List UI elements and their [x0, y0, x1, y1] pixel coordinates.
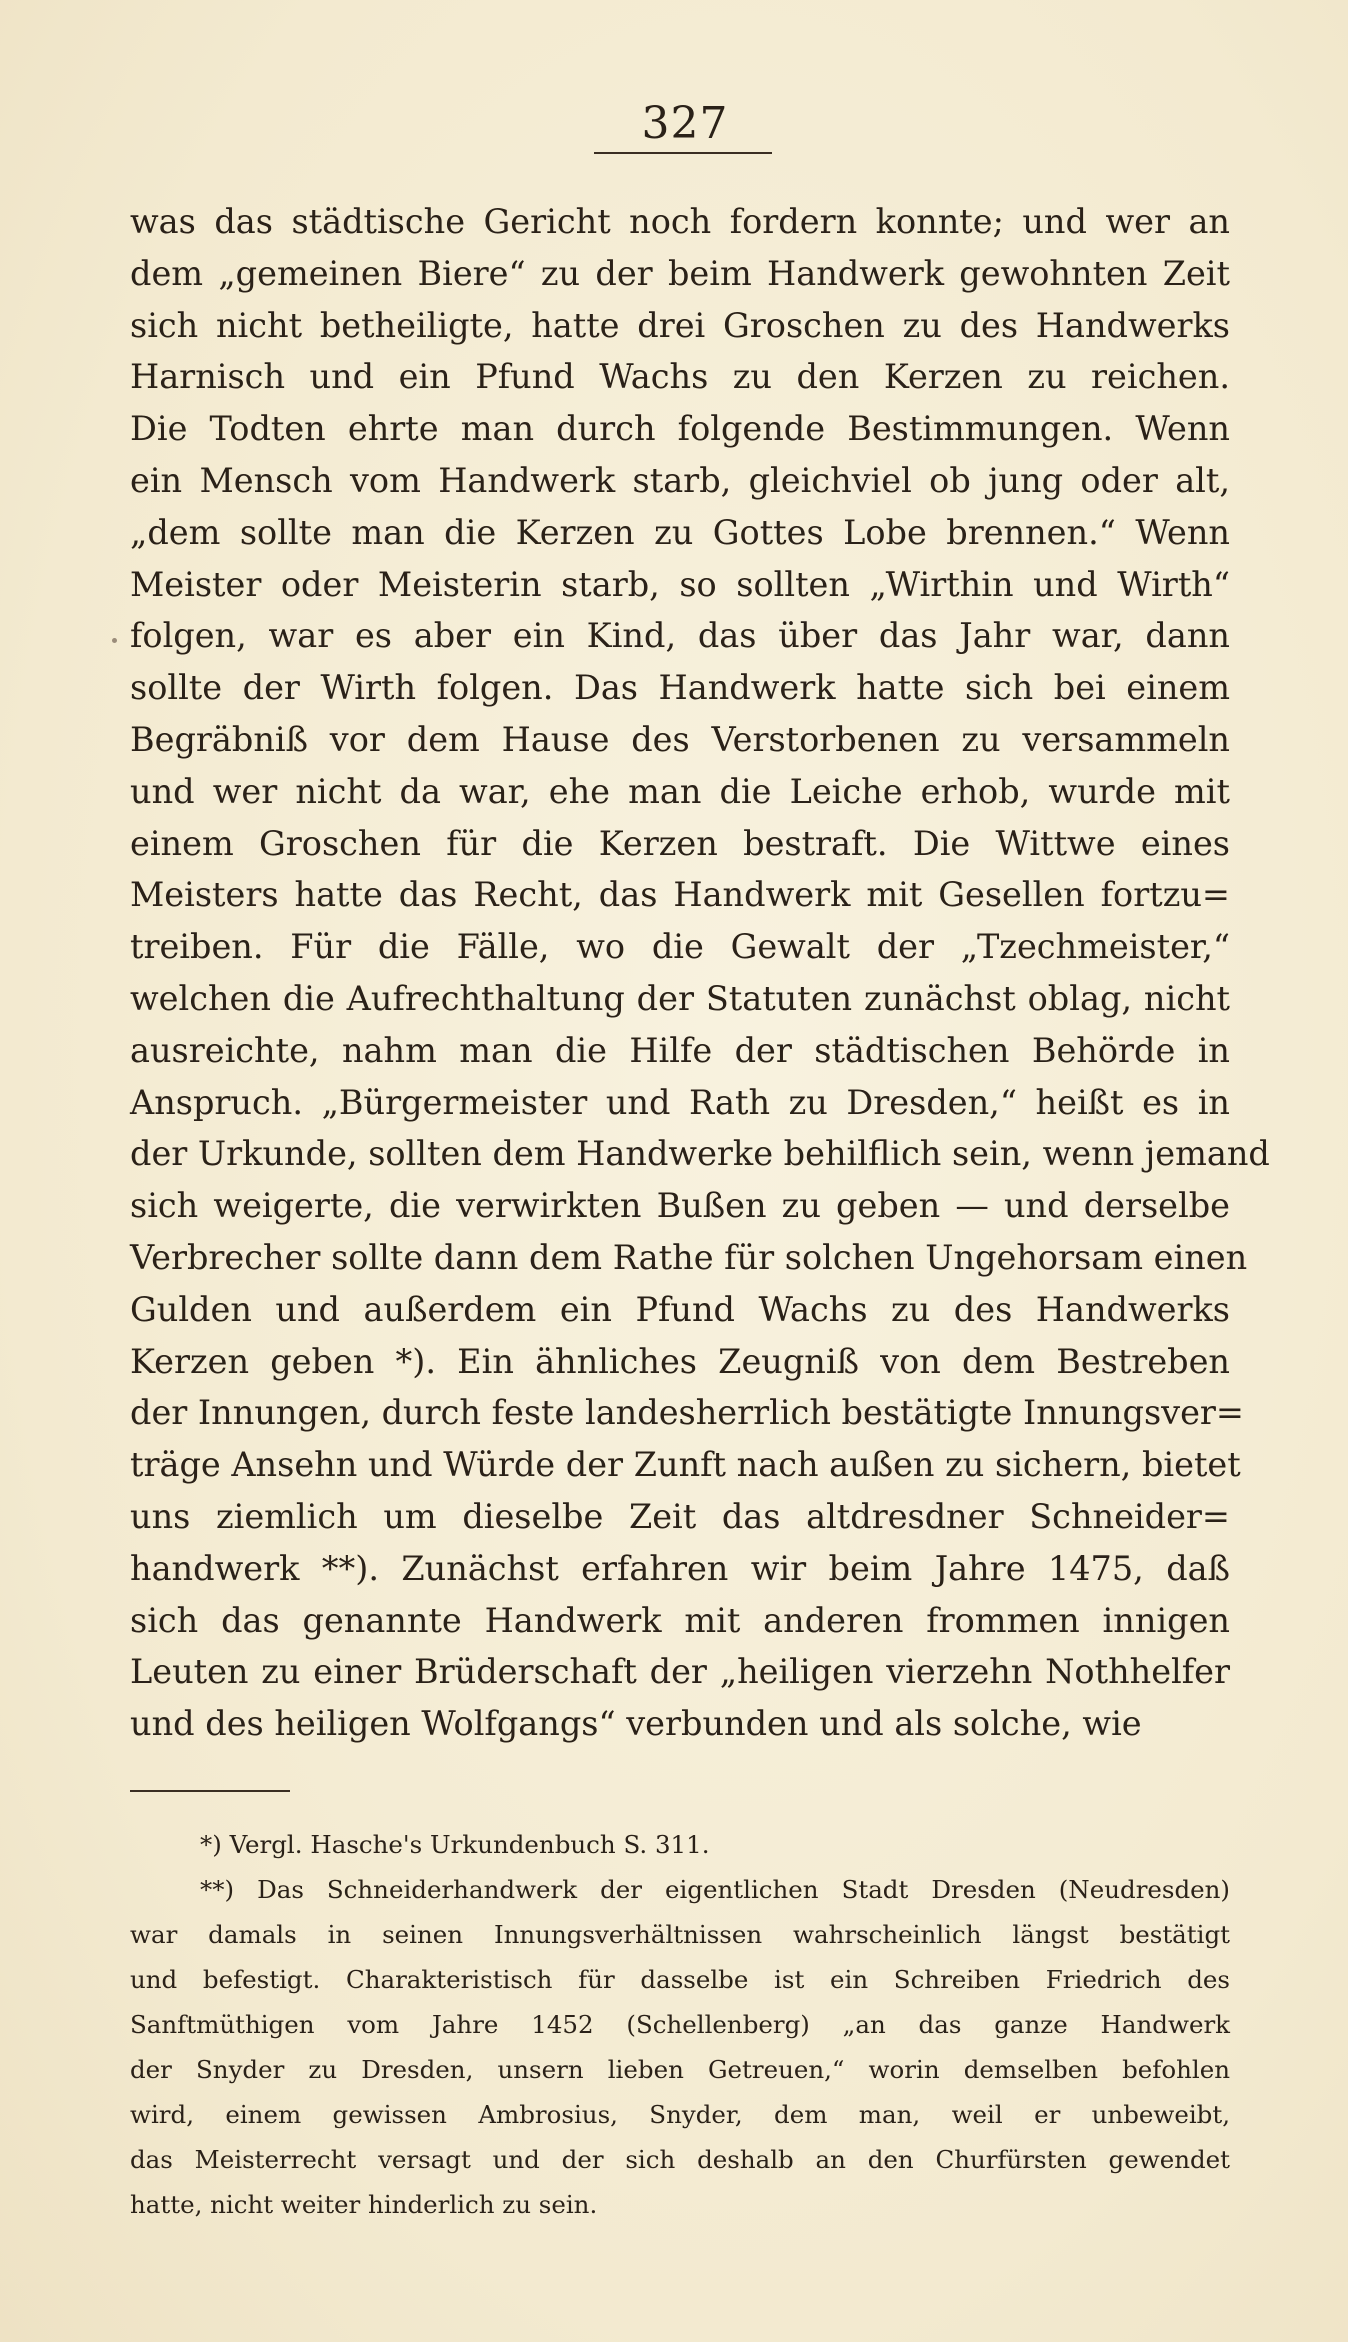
- footnote-line: und befestigt. Charakteristisch für dasselbe ist ein Schreiben Friedrich des: [130, 1965, 1230, 1994]
- footnote-line: der Snyder zu Dresden, unsern lieben Getreuen,“ worin demselben befohlen: [130, 2055, 1230, 2084]
- text-line: uns ziemlich um dieselbe Zeit das altdresdner Schneider=: [130, 1496, 1230, 1536]
- text-line: Kerzen geben *). Ein ähnliches Zeugniß von dem Bestreben: [130, 1341, 1230, 1381]
- text-line: ausreichte, nahm man die Hilfe der städtischen Behörde in: [130, 1030, 1230, 1070]
- margin-mark: [112, 638, 117, 643]
- footnote-line: **) Das Schneiderhandwerk der eigentlichen Stadt Dresden (Neudresden): [200, 1875, 1230, 1904]
- text-line: welchen die Aufrechthaltung der Statuten zunächst oblag, nicht: [130, 978, 1230, 1018]
- footnotes: [130, 1822, 1230, 2227]
- text-line: „dem sollte man die Kerzen zu Gottes Lobe brennen.“ Wenn: [130, 512, 1230, 552]
- footnote-line: *) Vergl. Hasche's Urkundenbuch S. 311.: [200, 1830, 710, 1859]
- text-line: was das städtische Gericht noch fordern konnte; und wer an: [130, 202, 1230, 241]
- text-line: Meisters hatte das Recht, das Handwerk mit Gesellen fortzu=: [130, 875, 1230, 915]
- footnote-line: das Meisterrecht versagt und der sich deshalb an den Churfürsten gewendet: [130, 2145, 1230, 2174]
- text-line: sich das genannte Handwerk mit anderen frommen innigen: [130, 1600, 1230, 1640]
- page-number: 327: [641, 98, 729, 149]
- text-line: Leuten zu einer Brüderschaft der „heiligen vierzehn Nothhelfer: [130, 1652, 1230, 1692]
- text-line: Meister oder Meisterin starb, so sollten „Wirthin und Wirth“: [130, 564, 1230, 604]
- body-text: [130, 196, 1270, 1750]
- text-line: der Innungen, durch feste landesherrlich bestätigte Innungsver=: [130, 1393, 1245, 1433]
- text-line: träge Ansehn und Würde der Zunft nach außen zu sichern, bietet: [130, 1445, 1241, 1485]
- text-line: Gulden und außerdem ein Pfund Wachs zu des Handwerks: [130, 1289, 1230, 1329]
- text-line: der Urkunde, sollten dem Handwerke behilflich sein, wenn jemand: [130, 1134, 1270, 1174]
- text-line: ein Mensch vom Handwerk starb, gleichviel ob jung oder alt,: [130, 460, 1230, 500]
- footnote-line: hatte, nicht weiter hinderlich zu sein.: [130, 2190, 598, 2219]
- text-line: einem Groschen für die Kerzen bestraft. Die Wittwe eines: [130, 823, 1230, 863]
- text-line: sollte der Wirth folgen. Das Handwerk hatte sich bei einem: [130, 668, 1230, 708]
- text-line: Harnisch und ein Pfund Wachs zu den Kerzen zu reichen.: [130, 357, 1230, 397]
- text-line: dem „gemeinen Biere“ zu der beim Handwerk gewohnten Zeit: [130, 253, 1230, 293]
- text-line: und des heiligen Wolfgangs“ verbunden und als solche, wie: [130, 1704, 1142, 1744]
- text-line: folgen, war es aber ein Kind, das über das Jahr war, dann: [130, 616, 1230, 656]
- text-line: sich weigerte, die verwirkten Bußen zu geben — und derselbe: [130, 1186, 1230, 1226]
- text-line: Verbrecher sollte dann dem Rathe für solchen Ungehorsam einen: [130, 1237, 1248, 1277]
- footnote-line: Sanftmüthigen vom Jahre 1452 (Schellenberg) „an das ganze Handwerk: [130, 2010, 1230, 2039]
- text-line: handwerk **). Zunächst erfahren wir beim Jahre 1475, daß: [130, 1548, 1230, 1588]
- text-line: treiben. Für die Fälle, wo die Gewalt der „Tzechmeister,“: [130, 927, 1230, 967]
- footnote-line: wird, einem gewissen Ambrosius, Snyder, dem man, weil er unbeweibt,: [130, 2100, 1230, 2129]
- text-line: sich nicht betheiligte, hatte drei Groschen zu des Handwerks: [130, 305, 1230, 345]
- text-line: und wer nicht da war, ehe man die Leiche erhob, wurde mit: [130, 771, 1230, 811]
- text-line: Anspruch. „Bürgermeister und Rath zu Dresden,“ heißt es in: [130, 1082, 1230, 1122]
- text-line: Die Todten ehrte man durch folgende Bestimmungen. Wenn: [130, 409, 1230, 449]
- footnote-rule: [130, 1790, 290, 1792]
- header-rule: [594, 152, 772, 154]
- text-line: Begräbniß vor dem Hause des Verstorbenen zu versammeln: [130, 719, 1230, 759]
- footnote-line: war damals in seinen Innungsverhältnissen wahrscheinlich längst bestätigt: [130, 1920, 1230, 1949]
